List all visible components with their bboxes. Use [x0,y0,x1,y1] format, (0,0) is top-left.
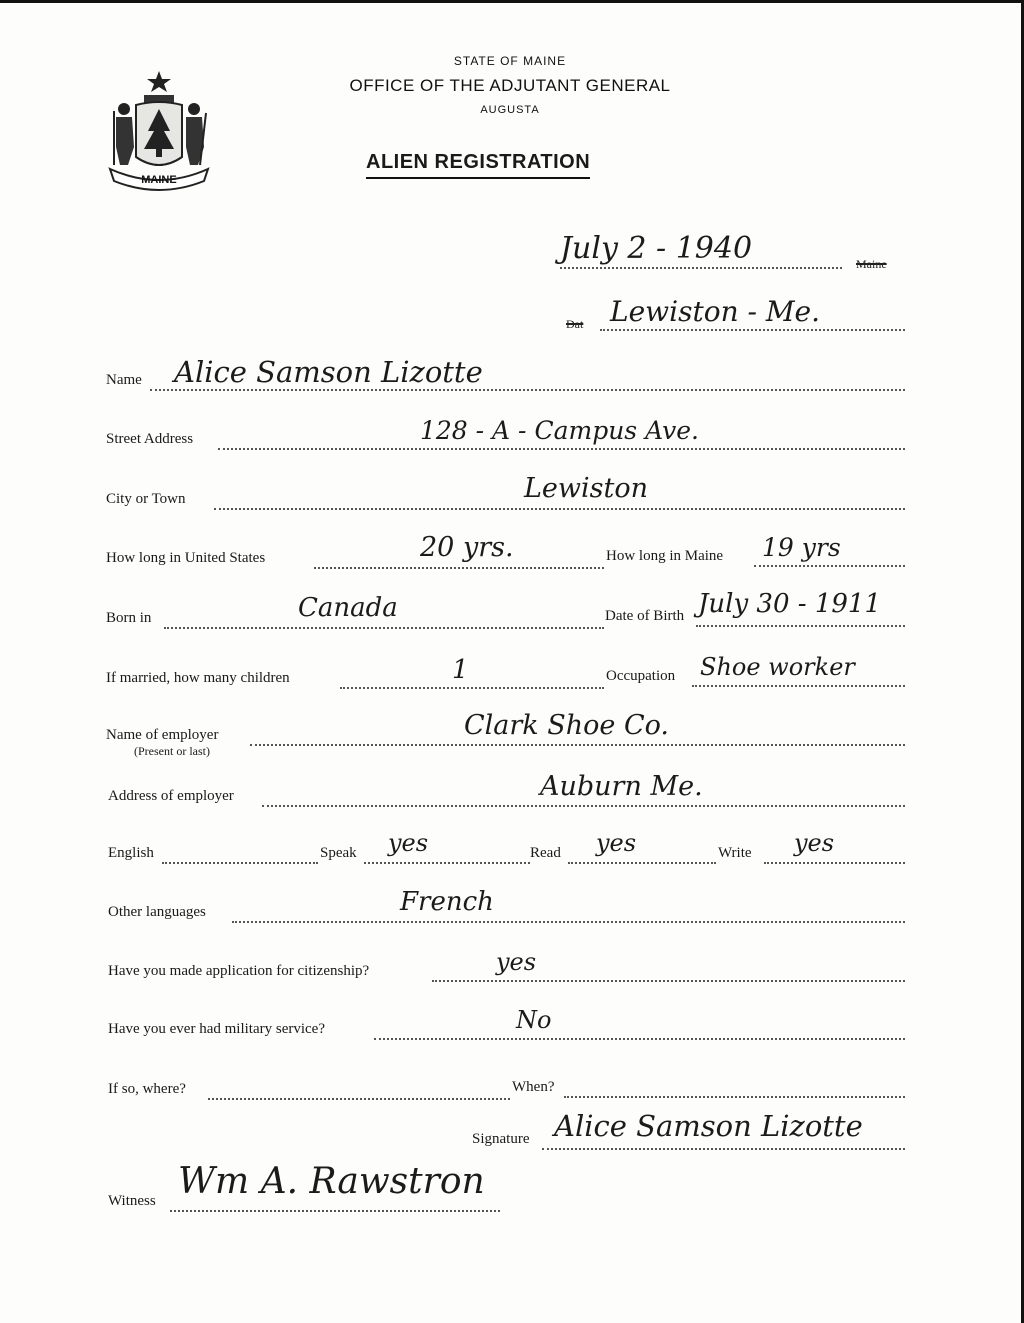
witness-value: Wm A. Rawstron [178,1161,485,1202]
svg-text:MAINE: MAINE [141,174,177,186]
citizenship-line [432,980,905,982]
years-maine-label: How long in Maine [606,548,724,564]
read-line [568,862,716,864]
date-value: July 2 - 1940 [560,231,753,266]
years-maine-line [754,565,905,567]
english-line [162,862,318,864]
when-label: When? [512,1079,555,1095]
english-label: English [108,845,154,861]
office-heading: OFFICE OF THE ADJUTANT GENERAL [349,76,671,95]
employer-address-line [262,805,905,807]
years-us-line [314,567,604,569]
other-languages-line [232,921,905,923]
when-line [564,1096,905,1098]
children-value[interactable]: 1 [452,655,469,685]
street-address-line [218,448,905,450]
employer-sublabel: (Present or last) [134,744,210,758]
signature-label: Signature [472,1131,530,1147]
state-heading: STATE OF MAINE [453,54,567,68]
occupation-value[interactable]: Shoe worker [700,653,855,681]
dob-label: Date of Birth [605,608,685,624]
write-line [764,862,905,864]
speak-label: Speak [320,845,357,861]
place-line [600,329,905,331]
witness-line [170,1210,500,1212]
name-line [150,389,905,391]
children-label: If married, how many children [106,670,290,686]
citizenship-label: Have you made application for citizenship? [108,963,370,979]
street-address-label: Street Address [106,431,194,447]
years-us-label: How long in United States [106,550,266,566]
born-in-label: Born in [106,610,152,626]
signature-line [542,1148,905,1150]
name-label: Name [106,372,142,388]
place-value: Lewiston - Me. [610,295,820,328]
read-label: Read [530,845,561,861]
employer-address-label: Address of employer [108,788,234,804]
speak-value[interactable]: yes [388,829,429,857]
military-line [374,1038,905,1040]
occupation-label: Occupation [606,668,676,684]
employer-label: Name of employer [106,727,219,743]
struck-prefix-text: Dat [566,317,584,331]
witness-label: Witness [108,1193,156,1209]
dob-line [696,625,905,627]
occupation-line [692,685,905,687]
city-label: City or Town [106,491,186,507]
years-maine-value[interactable]: 19 yrs [762,533,841,562]
write-label: Write [718,845,752,861]
where-label: If so, where? [108,1081,186,1097]
employer-value[interactable]: Clark Shoe Co. [464,710,669,741]
military-value[interactable]: No [516,1006,552,1034]
struck-state-text: Maine [856,257,887,271]
speak-line [364,862,530,864]
signature-value: Alice Samson Lizotte [554,1109,863,1143]
employer-address-value[interactable]: Auburn Me. [540,771,703,802]
employer-line [250,744,905,746]
where-line [208,1098,510,1100]
dob-value[interactable]: July 30 - 1911 [698,589,882,619]
born-in-value[interactable]: Canada [298,593,398,623]
years-us-value[interactable]: 20 yrs. [420,532,514,563]
write-value[interactable]: yes [794,829,835,857]
city-value[interactable]: Lewiston [524,473,649,504]
other-languages-value[interactable]: French [400,887,494,917]
name-value[interactable]: Alice Samson Lizotte [174,355,483,389]
city-heading: AUGUSTA [480,104,540,116]
military-label: Have you ever had military service? [108,1021,325,1037]
city-line [214,508,905,510]
form-title: ALIEN REGISTRATION [366,151,590,179]
children-line [340,687,604,689]
maine-seal-icon [106,69,212,193]
street-address-value[interactable]: 128 - A - Campus Ave. [420,416,699,445]
born-in-line [164,627,604,629]
other-languages-label: Other languages [108,904,206,920]
read-value[interactable]: yes [596,829,637,857]
date-line [560,267,842,269]
citizenship-value[interactable]: yes [496,948,537,976]
